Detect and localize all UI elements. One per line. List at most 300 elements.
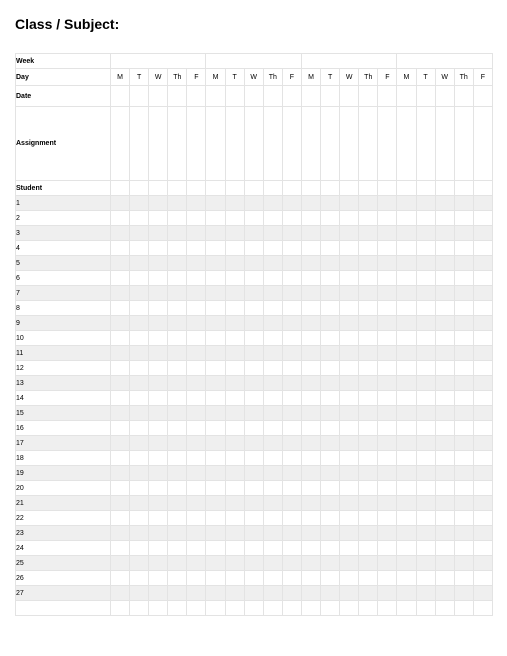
grade-cell	[416, 286, 435, 301]
grade-cell	[225, 301, 244, 316]
student-number: 23	[16, 526, 111, 541]
grade-cell	[359, 361, 378, 376]
grade-cell	[149, 286, 168, 301]
grade-cell	[130, 556, 149, 571]
student-number: 11	[16, 346, 111, 361]
grade-cell	[244, 226, 263, 241]
student-number: 2	[16, 211, 111, 226]
grade-cell	[149, 301, 168, 316]
grade-cell	[187, 286, 206, 301]
grade-cell	[168, 376, 187, 391]
grade-cell	[397, 421, 416, 436]
assignment-cell	[168, 107, 187, 181]
grade-cell	[111, 346, 130, 361]
grade-cell	[340, 451, 359, 466]
grade-cell	[282, 376, 301, 391]
grade-cell	[206, 436, 225, 451]
date-row	[16, 86, 493, 107]
date-cell	[244, 86, 263, 107]
grade-cell	[263, 196, 282, 211]
grade-cell	[321, 541, 340, 556]
grade-cell	[454, 361, 473, 376]
grade-cell	[454, 601, 473, 616]
grade-cell	[149, 556, 168, 571]
grade-cell	[187, 301, 206, 316]
grade-cell	[301, 541, 320, 556]
grade-cell	[149, 346, 168, 361]
grade-cell	[454, 331, 473, 346]
grade-cell	[473, 196, 492, 211]
student-number: 5	[16, 256, 111, 271]
table-row	[16, 481, 493, 496]
grade-cell	[130, 301, 149, 316]
table-row	[16, 196, 493, 211]
grade-cell	[321, 436, 340, 451]
grade-cell	[168, 421, 187, 436]
grade-cell	[359, 556, 378, 571]
grade-cell	[340, 286, 359, 301]
student-number: 12	[16, 361, 111, 376]
grade-cell	[397, 466, 416, 481]
grade-cell	[340, 496, 359, 511]
grade-cell	[225, 451, 244, 466]
grade-cell	[359, 301, 378, 316]
table-row	[16, 511, 493, 526]
grade-cell	[473, 511, 492, 526]
grade-cell	[359, 241, 378, 256]
grade-cell	[282, 436, 301, 451]
grade-cell	[206, 226, 225, 241]
grade-cell	[187, 331, 206, 346]
grade-cell	[435, 556, 454, 571]
grade-cell	[206, 346, 225, 361]
day-cell: Th	[359, 69, 378, 86]
grade-cell	[149, 436, 168, 451]
grade-cell	[282, 526, 301, 541]
grade-cell	[225, 211, 244, 226]
grade-cell	[416, 556, 435, 571]
table-row	[16, 376, 493, 391]
grade-cell	[321, 526, 340, 541]
grade-cell	[378, 556, 397, 571]
student-number: 6	[16, 271, 111, 286]
grade-cell	[168, 406, 187, 421]
grade-cell	[397, 436, 416, 451]
grade-cell	[397, 226, 416, 241]
day-cell: M	[397, 69, 416, 86]
student-header-cell	[244, 181, 263, 196]
grade-cell	[473, 571, 492, 586]
student-number: 15	[16, 406, 111, 421]
grade-cell	[206, 556, 225, 571]
grade-cell	[282, 211, 301, 226]
grade-cell	[301, 571, 320, 586]
grade-cell	[263, 436, 282, 451]
grade-cell	[416, 571, 435, 586]
grade-cell	[321, 466, 340, 481]
grade-cell	[321, 496, 340, 511]
grade-cell	[263, 301, 282, 316]
grade-cell	[378, 286, 397, 301]
grade-cell	[473, 586, 492, 601]
grade-cell	[282, 421, 301, 436]
grade-cell	[187, 436, 206, 451]
student-number: 9	[16, 316, 111, 331]
grade-cell	[206, 406, 225, 421]
grade-cell	[359, 376, 378, 391]
grade-cell	[206, 376, 225, 391]
grade-cell	[244, 601, 263, 616]
table-row	[16, 346, 493, 361]
grade-cell	[111, 571, 130, 586]
student-header-cell	[187, 181, 206, 196]
grade-cell	[378, 376, 397, 391]
table-row	[16, 496, 493, 511]
grade-cell	[225, 256, 244, 271]
grade-cell	[282, 226, 301, 241]
grade-cell	[282, 601, 301, 616]
grade-cell	[359, 256, 378, 271]
grade-cell	[244, 571, 263, 586]
date-cell	[340, 86, 359, 107]
grade-cell	[321, 511, 340, 526]
student-number: 8	[16, 301, 111, 316]
grade-cell	[130, 526, 149, 541]
grade-cell	[340, 436, 359, 451]
date-cell	[416, 86, 435, 107]
grade-cell	[225, 586, 244, 601]
grade-cell	[473, 241, 492, 256]
grade-cell	[416, 421, 435, 436]
grade-cell	[435, 196, 454, 211]
grade-cell	[378, 346, 397, 361]
grade-cell	[454, 511, 473, 526]
grade-cell	[435, 226, 454, 241]
grade-cell	[359, 316, 378, 331]
grade-cell	[244, 466, 263, 481]
grade-cell	[111, 271, 130, 286]
grade-cell	[149, 586, 168, 601]
grade-cell	[378, 331, 397, 346]
grade-cell	[359, 346, 378, 361]
grade-cell	[168, 211, 187, 226]
grade-cell	[454, 346, 473, 361]
grade-cell	[416, 196, 435, 211]
grade-cell	[263, 286, 282, 301]
grade-cell	[149, 526, 168, 541]
assignment-cell	[206, 107, 225, 181]
table-row	[16, 361, 493, 376]
grade-cell	[378, 526, 397, 541]
grade-cell	[321, 601, 340, 616]
assignment-cell	[359, 107, 378, 181]
grade-cell	[416, 271, 435, 286]
student-header-cell	[454, 181, 473, 196]
assignment-cell	[454, 107, 473, 181]
grade-cell	[168, 466, 187, 481]
grade-cell	[435, 406, 454, 421]
grade-cell	[378, 256, 397, 271]
grade-cell	[378, 436, 397, 451]
student-header-row	[16, 181, 493, 196]
grade-cell	[225, 346, 244, 361]
grade-cell	[130, 271, 149, 286]
date-cell	[359, 86, 378, 107]
grade-cell	[263, 406, 282, 421]
student-number: 19	[16, 466, 111, 481]
grade-cell	[340, 196, 359, 211]
grade-cell	[359, 331, 378, 346]
grade-cell	[435, 256, 454, 271]
date-cell	[321, 86, 340, 107]
grade-cell	[301, 586, 320, 601]
grade-cell	[416, 466, 435, 481]
grade-cell	[111, 256, 130, 271]
grade-cell	[130, 601, 149, 616]
table-row	[16, 571, 493, 586]
day-cell: Th	[263, 69, 282, 86]
grade-cell	[321, 421, 340, 436]
grade-cell	[473, 496, 492, 511]
student-number: 21	[16, 496, 111, 511]
grade-cell	[263, 316, 282, 331]
grade-cell	[149, 511, 168, 526]
week-cell	[111, 54, 206, 69]
grade-cell	[282, 451, 301, 466]
grade-cell	[397, 391, 416, 406]
grade-cell	[301, 361, 320, 376]
grade-cell	[454, 256, 473, 271]
grade-cell	[435, 346, 454, 361]
grade-cell	[473, 466, 492, 481]
grade-cell	[378, 466, 397, 481]
grade-cell	[130, 226, 149, 241]
grade-cell	[340, 571, 359, 586]
page-title: Class / Subject:	[15, 16, 120, 32]
table-row	[16, 466, 493, 481]
date-cell	[206, 86, 225, 107]
grade-cell	[397, 346, 416, 361]
assignment-cell	[416, 107, 435, 181]
grade-cell	[416, 346, 435, 361]
grade-cell	[435, 466, 454, 481]
student-header-cell	[435, 181, 454, 196]
grade-cell	[473, 556, 492, 571]
grade-cell	[397, 406, 416, 421]
grade-cell	[130, 196, 149, 211]
grade-cell	[206, 601, 225, 616]
grade-cell	[282, 316, 301, 331]
grade-cell	[397, 571, 416, 586]
grade-cell	[187, 466, 206, 481]
grade-cell	[454, 301, 473, 316]
grade-cell	[340, 391, 359, 406]
grade-cell	[225, 331, 244, 346]
student-number: 17	[16, 436, 111, 451]
grade-cell	[301, 466, 320, 481]
grade-cell	[244, 361, 263, 376]
grade-cell	[168, 361, 187, 376]
grade-cell	[301, 601, 320, 616]
day-cell: Th	[168, 69, 187, 86]
grade-cell	[111, 556, 130, 571]
student-header-cell	[397, 181, 416, 196]
assignment-cell	[321, 107, 340, 181]
grade-cell	[111, 526, 130, 541]
grade-cell	[149, 196, 168, 211]
assignment-cell	[130, 107, 149, 181]
grade-cell	[206, 301, 225, 316]
student-number: 1	[16, 196, 111, 211]
grade-cell	[454, 211, 473, 226]
grade-cell	[435, 436, 454, 451]
grade-cell	[149, 451, 168, 466]
grade-cell	[111, 196, 130, 211]
grade-cell	[130, 451, 149, 466]
grade-cell	[435, 481, 454, 496]
grade-cell	[473, 346, 492, 361]
date-cell	[130, 86, 149, 107]
grade-cell	[263, 421, 282, 436]
grade-cell	[359, 391, 378, 406]
grade-cell	[359, 466, 378, 481]
grade-cell	[168, 331, 187, 346]
grade-cell	[340, 406, 359, 421]
table-row	[16, 541, 493, 556]
grade-cell	[359, 571, 378, 586]
table-row	[16, 391, 493, 406]
grade-cell	[321, 271, 340, 286]
grade-cell	[359, 541, 378, 556]
grade-cell	[130, 346, 149, 361]
grade-cell	[111, 511, 130, 526]
grade-cell	[149, 481, 168, 496]
grade-cell	[359, 271, 378, 286]
student-header-cell	[282, 181, 301, 196]
grade-cell	[416, 211, 435, 226]
grade-cell	[454, 406, 473, 421]
grade-cell	[168, 436, 187, 451]
grade-cell	[187, 316, 206, 331]
grade-cell	[416, 376, 435, 391]
grade-cell	[416, 406, 435, 421]
grade-cell	[206, 481, 225, 496]
grade-cell	[340, 241, 359, 256]
week-cell	[397, 54, 492, 69]
grade-cell	[321, 196, 340, 211]
grade-cell	[206, 196, 225, 211]
grade-cell	[206, 511, 225, 526]
grade-cell	[130, 391, 149, 406]
grade-cell	[473, 361, 492, 376]
table-row	[16, 256, 493, 271]
grade-cell	[378, 196, 397, 211]
date-cell	[168, 86, 187, 107]
grade-cell	[149, 571, 168, 586]
grade-cell	[206, 451, 225, 466]
grade-cell	[321, 316, 340, 331]
date-cell	[187, 86, 206, 107]
grade-cell	[321, 586, 340, 601]
student-number: 10	[16, 331, 111, 346]
grade-cell	[111, 421, 130, 436]
grade-cell	[149, 316, 168, 331]
grade-cell	[263, 361, 282, 376]
grade-cell	[225, 376, 244, 391]
grade-cell	[301, 496, 320, 511]
grade-cell	[397, 541, 416, 556]
grade-cell	[301, 511, 320, 526]
grade-cell	[454, 226, 473, 241]
grade-cell	[149, 331, 168, 346]
grade-cell	[321, 346, 340, 361]
grade-cell	[397, 256, 416, 271]
assignment-cell	[378, 107, 397, 181]
grade-cell	[282, 556, 301, 571]
grade-cell	[225, 196, 244, 211]
date-cell	[225, 86, 244, 107]
grade-cell	[149, 541, 168, 556]
grade-cell	[282, 361, 301, 376]
grade-cell	[168, 346, 187, 361]
grade-cell	[473, 451, 492, 466]
grade-cell	[416, 511, 435, 526]
grade-cell	[168, 451, 187, 466]
grade-cell	[435, 451, 454, 466]
assignment-cell	[435, 107, 454, 181]
grade-cell	[473, 526, 492, 541]
grade-cell	[168, 571, 187, 586]
grade-cell	[301, 316, 320, 331]
grade-cell	[416, 301, 435, 316]
grade-cell	[397, 361, 416, 376]
grade-cell	[397, 211, 416, 226]
grade-cell	[359, 496, 378, 511]
grade-cell	[168, 241, 187, 256]
grade-cell	[378, 211, 397, 226]
assignment-cell	[473, 107, 492, 181]
grade-cell	[454, 286, 473, 301]
grade-cell	[187, 226, 206, 241]
grade-cell	[397, 451, 416, 466]
grade-cell	[187, 211, 206, 226]
grade-cell	[435, 421, 454, 436]
grade-cell	[321, 226, 340, 241]
grade-cell	[321, 241, 340, 256]
grade-cell	[359, 601, 378, 616]
grade-cell	[187, 541, 206, 556]
grade-cell	[454, 436, 473, 451]
grade-cell	[282, 496, 301, 511]
student-header-cell	[416, 181, 435, 196]
grade-cell	[263, 541, 282, 556]
grade-cell	[435, 241, 454, 256]
grade-cell	[130, 406, 149, 421]
grade-cell	[378, 391, 397, 406]
grade-cell	[301, 211, 320, 226]
grade-cell	[435, 376, 454, 391]
grade-cell	[263, 496, 282, 511]
grade-cell	[168, 601, 187, 616]
grade-cell	[282, 331, 301, 346]
grade-cell	[321, 211, 340, 226]
grade-cell	[282, 571, 301, 586]
grade-cell	[378, 226, 397, 241]
grade-cell	[168, 541, 187, 556]
grade-cell	[359, 286, 378, 301]
grade-cell	[206, 271, 225, 286]
grade-cell	[321, 286, 340, 301]
